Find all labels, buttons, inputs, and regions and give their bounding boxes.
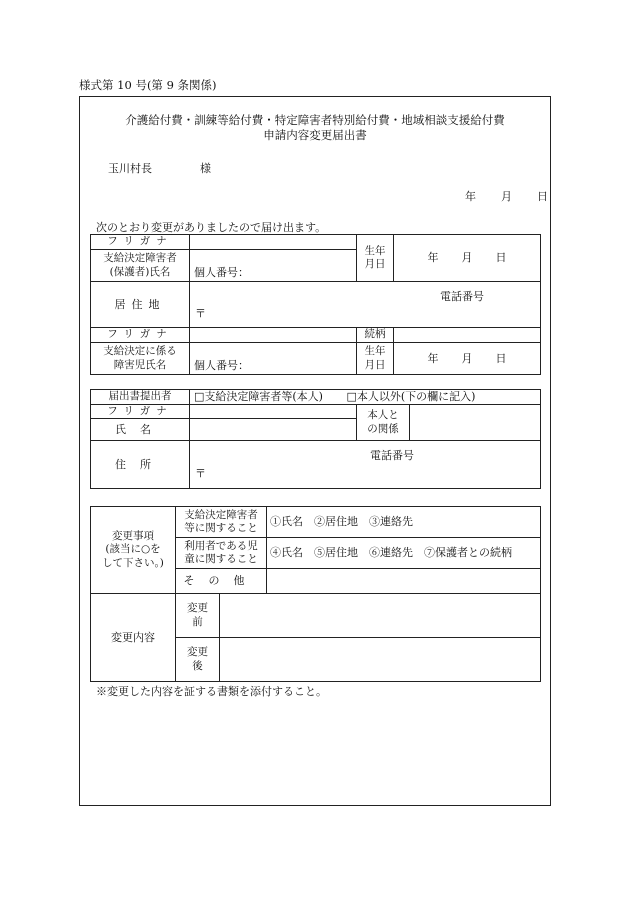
applicant-birth-month: 月	[461, 251, 473, 265]
date-year: 年	[465, 190, 476, 203]
applicant-name-label: 支給決定障害者 (保護者)氏名	[91, 250, 190, 282]
change-after-label: 変更 後	[176, 638, 220, 682]
applicant-postal-mark: 〒	[195, 306, 206, 320]
child-name-field[interactable]	[190, 343, 357, 359]
child-birth-month: 月	[461, 351, 473, 365]
submitter-furigana-field[interactable]	[190, 405, 357, 419]
child-furigana-field[interactable]	[190, 328, 357, 343]
changes-table	[90, 506, 541, 682]
change-row1-options[interactable]: ①氏名 ②居住地 ③連絡先	[267, 507, 541, 538]
submitter-label: 届出書提出者	[91, 390, 190, 405]
child-birth-year: 年	[427, 351, 439, 365]
change-row1-label: 支給決定障害者 等に関すること	[176, 507, 267, 538]
submitter-address-field[interactable]	[190, 441, 541, 489]
child-birth-day: 日	[495, 351, 507, 365]
submitter-postal-mark: 〒	[195, 466, 206, 480]
change-before-label: 変更 前	[176, 594, 220, 638]
applicant-birth-year: 年	[427, 251, 439, 265]
submitter-option-other[interactable]: □本人以外(下の欄に記入)	[346, 390, 476, 404]
applicant-table	[90, 234, 541, 375]
submitter-name-field[interactable]	[190, 419, 357, 441]
applicant-personal-number-field[interactable]: 個人番号：	[190, 266, 357, 282]
date-month: 月	[501, 190, 512, 203]
applicant-phone-label: 電話番号	[440, 289, 484, 303]
submitter-relation-label: 本人と の関係	[357, 405, 410, 441]
change-matter-label: 変更事項 (該当に○を して下さい。)	[91, 507, 176, 594]
relation-field[interactable]	[394, 328, 541, 343]
relation-label: 続柄	[357, 328, 394, 343]
change-row3-field[interactable]	[267, 569, 541, 594]
child-name-label: 支給決定に係る 障害児氏名	[91, 343, 190, 375]
change-row2-label: 利用者である児 童に関すること	[176, 538, 267, 569]
applicant-furigana-field[interactable]	[190, 235, 357, 250]
form-title-line1: 介護給付費・訓練等給付費・特定障害者特別給付費・地域相談支援給付費	[125, 113, 505, 127]
applicant-name-field[interactable]	[190, 250, 357, 266]
child-birth-field[interactable]	[394, 343, 541, 375]
change-before-field[interactable]	[220, 594, 541, 638]
attachment-note: ※変更した内容を証する書類を添付すること。	[96, 685, 327, 698]
applicant-birth-field[interactable]	[394, 235, 541, 282]
intro-text: 次のとおり変更がありましたので届け出ます。	[96, 221, 327, 234]
child-personal-number-field[interactable]: 個人番号：	[190, 359, 357, 375]
honorific: 様	[200, 162, 211, 175]
change-after-field[interactable]	[220, 638, 541, 682]
change-row2-options[interactable]: ④氏名 ⑤居住地 ⑥連絡先 ⑦保護者との続柄	[267, 538, 541, 569]
submitter-name-label: 氏名	[91, 419, 190, 441]
applicant-birth-label: 生年 月日	[357, 235, 394, 282]
applicant-furigana-label: フリガナ	[91, 235, 190, 250]
form-number: 様式第 10 号(第 9 条関係)	[79, 78, 217, 92]
addressee: 玉川村長	[108, 162, 152, 175]
applicant-address-label: 居住地	[91, 282, 190, 328]
form-title-line2: 申請内容変更届出書	[263, 128, 367, 142]
submitter-option-self[interactable]: □支給決定障害者等(本人)	[194, 390, 323, 404]
applicant-birth-day: 日	[495, 251, 507, 265]
submitter-address-label: 住所	[91, 441, 190, 489]
submitter-options	[190, 390, 541, 405]
child-furigana-label: フリガナ	[91, 328, 190, 343]
applicant-address-field[interactable]	[190, 282, 541, 328]
child-birth-label: 生年 月日	[357, 343, 394, 375]
submitter-furigana-label: フリガナ	[91, 405, 190, 419]
submitter-phone-label: 電話番号	[370, 448, 414, 462]
change-row3-label: その他	[176, 569, 267, 594]
change-content-label: 変更内容	[91, 594, 176, 682]
date-day: 日	[537, 190, 548, 203]
submitter-table	[90, 389, 541, 489]
submitter-relation-field[interactable]	[410, 405, 541, 441]
